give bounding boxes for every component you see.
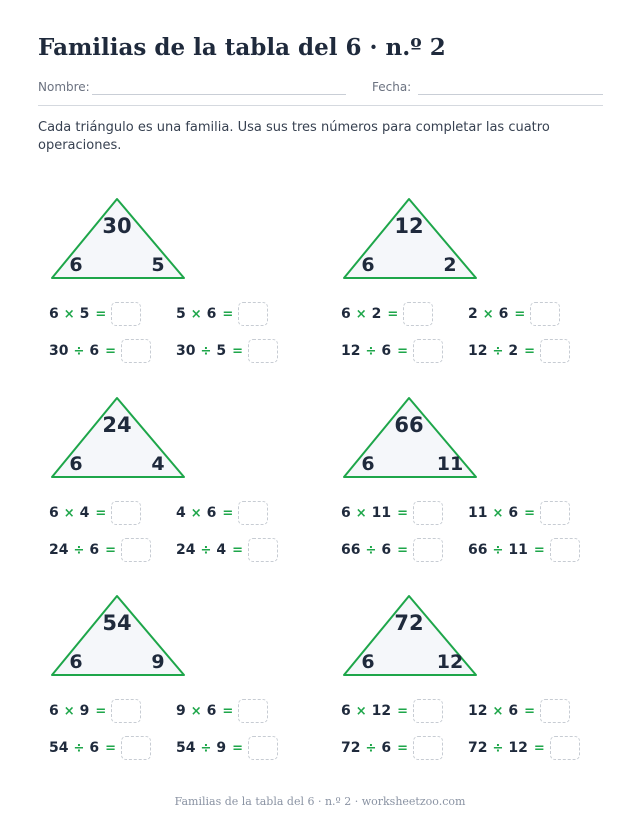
operand-b: 5 (216, 343, 227, 359)
operator-symbol: ÷ (365, 740, 377, 756)
answer-box[interactable] (238, 302, 268, 326)
operand-a: 66 (468, 542, 488, 558)
operator-symbol: × (190, 505, 202, 521)
answer-box[interactable] (111, 501, 141, 525)
page-title: Familias de la tabla del 6 · n.º 2 (38, 34, 446, 61)
operand-a: 24 (176, 542, 196, 558)
equation-row (468, 500, 570, 526)
operand-b: 9 (216, 740, 227, 756)
equation-row (49, 500, 141, 526)
answer-box[interactable] (550, 736, 580, 760)
operand-a: 6 (49, 703, 59, 719)
triangle-left-number: 6 (69, 254, 83, 276)
answer-box[interactable] (550, 538, 580, 562)
operand-a: 54 (49, 740, 69, 756)
equals-sign: = (533, 542, 545, 558)
equation-row (49, 735, 151, 761)
operand-b: 6 (498, 306, 509, 322)
answer-box[interactable] (413, 501, 443, 525)
equals-sign: = (232, 542, 244, 558)
operator-symbol: ÷ (200, 542, 212, 558)
operand-a: 72 (468, 740, 488, 756)
triangle-icon (342, 594, 482, 680)
operand-a: 6 (341, 306, 351, 322)
operand-b: 6 (381, 740, 392, 756)
equation-row (341, 338, 443, 364)
answer-box[interactable] (413, 736, 443, 760)
triangle-icon (50, 594, 190, 680)
answer-box[interactable] (121, 736, 151, 760)
answer-box[interactable] (540, 501, 570, 525)
operand-a: 4 (176, 505, 186, 521)
operand-b: 11 (508, 542, 528, 558)
answer-box[interactable] (248, 736, 278, 760)
operand-a: 6 (341, 703, 351, 719)
equals-sign: = (222, 703, 234, 719)
equals-sign: = (95, 505, 107, 521)
triangle-icon (50, 197, 190, 283)
operand-b: 6 (206, 703, 217, 719)
triangle-left-number: 6 (361, 651, 375, 673)
triangle-top-number: 24 (102, 413, 132, 437)
equals-sign: = (533, 740, 545, 756)
operand-b: 6 (89, 740, 100, 756)
operand-b: 5 (79, 306, 90, 322)
operand-b: 2 (508, 343, 519, 359)
operator-symbol: × (492, 703, 504, 719)
triangle-icon (50, 396, 190, 482)
fact-family (0, 396, 250, 586)
triangle-left-number: 6 (361, 453, 375, 475)
equation-row (176, 698, 268, 724)
equals-sign: = (397, 343, 409, 359)
equation-row (468, 735, 580, 761)
operand-a: 24 (49, 542, 69, 558)
equals-sign: = (95, 703, 107, 719)
equation-row (468, 698, 570, 724)
operand-b: 6 (89, 542, 100, 558)
triangle-top-number: 12 (394, 214, 424, 238)
operand-a: 30 (49, 343, 69, 359)
answer-box[interactable] (111, 302, 141, 326)
triangle-right-number: 2 (443, 254, 457, 276)
equation-row (468, 537, 580, 563)
operand-a: 6 (341, 505, 351, 521)
triangle-icon (342, 197, 482, 283)
operand-b: 6 (508, 703, 519, 719)
answer-box[interactable] (238, 699, 268, 723)
name-field[interactable] (92, 94, 346, 95)
operand-a: 6 (49, 306, 59, 322)
operand-a: 54 (176, 740, 196, 756)
operator-symbol: ÷ (73, 740, 85, 756)
answer-box[interactable] (530, 302, 560, 326)
operator-symbol: ÷ (492, 740, 504, 756)
equals-sign: = (524, 343, 536, 359)
equals-sign: = (105, 343, 117, 359)
equation-row (49, 537, 151, 563)
operand-a: 72 (341, 740, 361, 756)
operand-a: 12 (341, 343, 361, 359)
answer-box[interactable] (248, 339, 278, 363)
answer-box[interactable] (540, 339, 570, 363)
fact-family (282, 396, 545, 586)
operator-symbol: ÷ (73, 542, 85, 558)
header-divider (38, 105, 603, 106)
triangle-right-number: 5 (151, 254, 165, 276)
name-label: Nombre: (38, 80, 90, 94)
operator-symbol: × (190, 703, 202, 719)
answer-box[interactable] (413, 538, 443, 562)
operator-symbol: ÷ (73, 343, 85, 359)
equation-row (49, 338, 151, 364)
operator-symbol: × (63, 703, 75, 719)
operator-symbol: × (190, 306, 202, 322)
operator-symbol: × (63, 306, 75, 322)
operand-a: 6 (49, 505, 59, 521)
answer-box[interactable] (413, 339, 443, 363)
operator-symbol: ÷ (492, 542, 504, 558)
operand-a: 12 (468, 703, 488, 719)
operator-symbol: × (492, 505, 504, 521)
equation-row (176, 500, 268, 526)
operator-symbol: ÷ (365, 343, 377, 359)
equals-sign: = (222, 306, 234, 322)
equation-row (176, 301, 268, 327)
operand-b: 6 (508, 505, 519, 521)
answer-box[interactable] (413, 699, 443, 723)
equation-row (49, 698, 141, 724)
operand-a: 66 (341, 542, 361, 558)
equation-row (176, 537, 278, 563)
equation-row (468, 338, 570, 364)
operand-b: 6 (381, 343, 392, 359)
equation-row (341, 537, 443, 563)
triangle-icon (342, 396, 482, 482)
equation-row (341, 301, 433, 327)
equation-row (49, 301, 141, 327)
operand-a: 9 (176, 703, 186, 719)
equals-sign: = (397, 542, 409, 558)
operand-b: 11 (371, 505, 392, 521)
equals-sign: = (232, 740, 244, 756)
operator-symbol: × (63, 505, 75, 521)
operand-b: 4 (216, 542, 227, 558)
equals-sign: = (95, 306, 107, 322)
operand-b: 6 (206, 505, 217, 521)
equals-sign: = (397, 740, 409, 756)
operator-symbol: ÷ (492, 343, 504, 359)
answer-box[interactable] (248, 538, 278, 562)
equals-sign: = (397, 505, 409, 521)
equation-row (341, 698, 443, 724)
triangle-top-number: 66 (394, 413, 424, 437)
equation-row (468, 301, 560, 327)
triangle-left-number: 6 (69, 453, 83, 475)
triangle-right-number: 12 (436, 651, 464, 673)
operand-b: 12 (508, 740, 528, 756)
instructions: Cada triángulo es una familia. Usa sus tres números para completar las cuatro operaciones. (38, 120, 550, 153)
equation-row (176, 735, 278, 761)
operand-b: 2 (371, 306, 382, 322)
operand-a: 11 (468, 505, 488, 521)
student-info-row (38, 80, 603, 96)
equals-sign: = (514, 306, 526, 322)
answer-box[interactable] (121, 339, 151, 363)
equals-sign: = (105, 542, 117, 558)
footer: Familias de la tabla del 6 · n.º 2 · worksheetzoo.com (174, 795, 466, 808)
equation-row (176, 338, 278, 364)
date-label: Fecha: (372, 80, 412, 94)
operator-symbol: × (482, 306, 494, 322)
equals-sign: = (222, 505, 234, 521)
triangle-right-number: 11 (436, 453, 464, 475)
equals-sign: = (387, 306, 399, 322)
equals-sign: = (232, 343, 244, 359)
triangle-right-number: 9 (151, 651, 165, 673)
operator-symbol: × (355, 306, 367, 322)
triangle-left-number: 6 (69, 651, 83, 673)
answer-box[interactable] (540, 699, 570, 723)
operator-symbol: ÷ (200, 740, 212, 756)
equals-sign: = (105, 740, 117, 756)
operand-b: 12 (371, 703, 392, 719)
fact-family (0, 594, 250, 784)
triangle-top-number: 30 (102, 214, 132, 238)
operand-a: 12 (468, 343, 488, 359)
operator-symbol: ÷ (200, 343, 212, 359)
fact-family (0, 197, 250, 387)
operand-a: 2 (468, 306, 478, 322)
triangle-top-number: 72 (394, 611, 424, 635)
operand-b: 4 (79, 505, 90, 521)
operand-b: 9 (79, 703, 90, 719)
operand-b: 6 (89, 343, 100, 359)
equation-row (341, 500, 443, 526)
operand-b: 6 (206, 306, 217, 322)
triangle-left-number: 6 (361, 254, 375, 276)
answer-box[interactable] (111, 699, 141, 723)
operator-symbol: × (355, 505, 367, 521)
answer-box[interactable] (121, 538, 151, 562)
operator-symbol: ÷ (365, 542, 377, 558)
operand-b: 6 (381, 542, 392, 558)
answer-box[interactable] (238, 501, 268, 525)
triangle-top-number: 54 (102, 611, 132, 635)
equals-sign: = (397, 703, 409, 719)
equation-row (341, 735, 443, 761)
operand-a: 30 (176, 343, 196, 359)
fact-family (282, 594, 545, 784)
operator-symbol: × (355, 703, 367, 719)
date-field[interactable] (418, 94, 603, 95)
equals-sign: = (524, 703, 536, 719)
fact-family (282, 197, 542, 387)
triangle-right-number: 4 (151, 453, 165, 475)
operand-a: 5 (176, 306, 186, 322)
equals-sign: = (524, 505, 536, 521)
answer-box[interactable] (403, 302, 433, 326)
